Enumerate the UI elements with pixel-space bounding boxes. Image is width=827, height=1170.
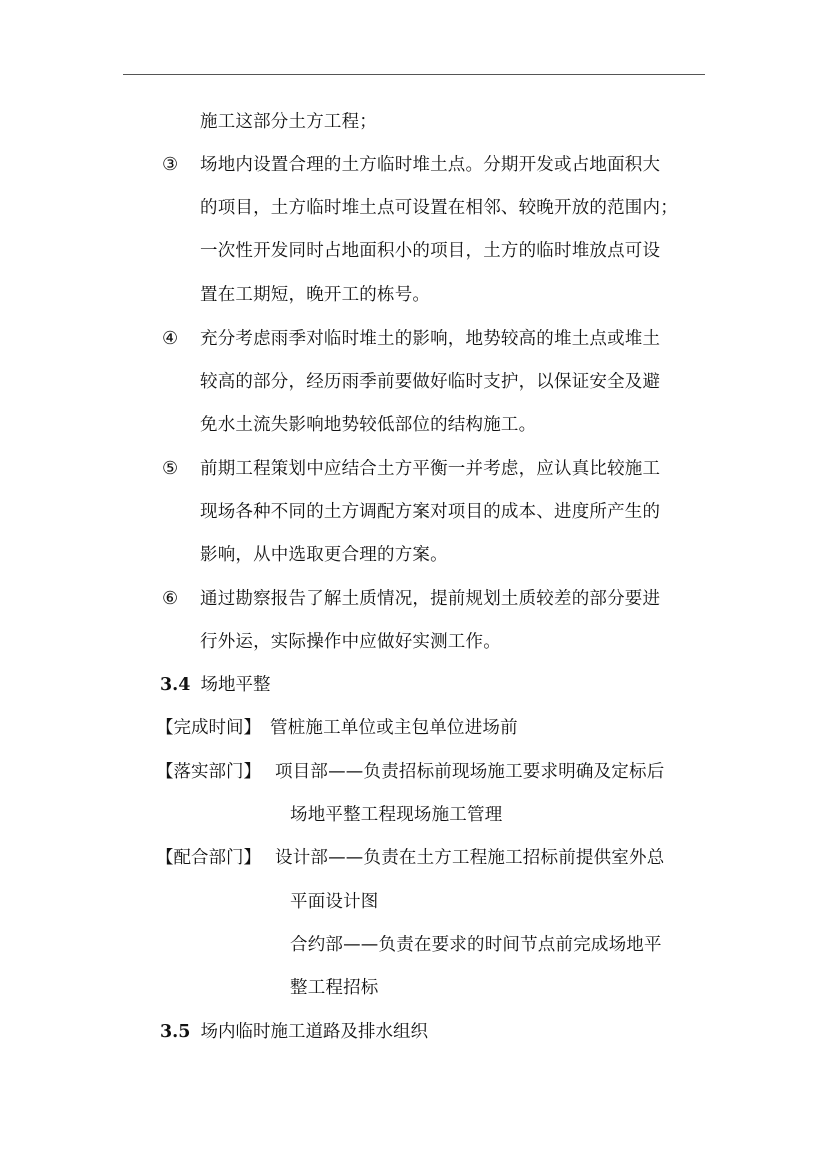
header-rule (123, 74, 705, 75)
item-line: 一次性开发同时占地面积小的项目，土方的临时堆放点可设 (200, 241, 661, 261)
item-number: ④ (162, 328, 179, 349)
continuation-text: 施工这部分土方工程； (200, 112, 377, 132)
cooperating-dept-line: 设计部——负责在土方工程施工招标前提供室外总 (275, 848, 665, 868)
responsible-dept-tag: 【落实部门】 (156, 762, 261, 782)
responsible-dept-line: 项目部——负责招标前现场施工要求明确及定标后 (275, 762, 665, 782)
section-number: 3.5 (160, 1022, 191, 1042)
item-line: 的项目，土方临时堆土点可设置在相邻、较晚开放的范围内； (200, 198, 678, 218)
item-line: 较高的部分，经历雨季前要做好临时支护，以保证安全及避 (200, 372, 661, 392)
item-line: 影响，从中选取更合理的方案。 (200, 545, 448, 565)
item-number: ⑤ (162, 458, 179, 479)
section-heading-3-5 (160, 1020, 428, 1044)
item-line: 置在工期短，晚开工的栋号。 (200, 285, 431, 305)
section-heading-3-4 (160, 673, 270, 697)
item-number: ③ (162, 154, 179, 175)
section-number: 3.4 (160, 675, 191, 695)
cooperating-dept-tag: 【配合部门】 (156, 848, 261, 868)
responsible-dept-line: 场地平整工程现场施工管理 (290, 805, 503, 825)
item-number: ⑥ (162, 588, 179, 609)
cooperating-dept-line: 合约部——负责在要求的时间节点前完成场地平 (290, 935, 662, 955)
item-line: 行外运，实际操作中应做好实测工作。 (200, 632, 501, 652)
item-line: 通过勘察报告了解土质情况，提前规划土质较差的部分要进 (200, 589, 661, 609)
completion-time-tag: 【完成时间】 (156, 718, 261, 738)
cooperating-dept-line: 整工程招标 (290, 978, 379, 998)
section-title: 场内临时施工道路及排水组织 (200, 1022, 428, 1042)
item-line: 现场各种不同的土方调配方案对项目的成本、进度所产生的 (200, 502, 661, 522)
cooperating-dept-line: 平面设计图 (290, 892, 379, 912)
item-line: 前期工程策划中应结合土方平衡一并考虑，应认真比较施工 (200, 459, 661, 479)
section-title: 场地平整 (200, 675, 271, 695)
item-line: 充分考虑雨季对临时堆土的影响，地势较高的堆土点或堆土 (200, 329, 661, 349)
item-line: 场地内设置合理的土方临时堆土点。分期开发或占地面积大 (200, 155, 661, 175)
completion-time-text: 管桩施工单位或主包单位进场前 (270, 718, 518, 738)
item-line: 免水土流失影响地势较低部位的结构施工。 (200, 415, 537, 435)
